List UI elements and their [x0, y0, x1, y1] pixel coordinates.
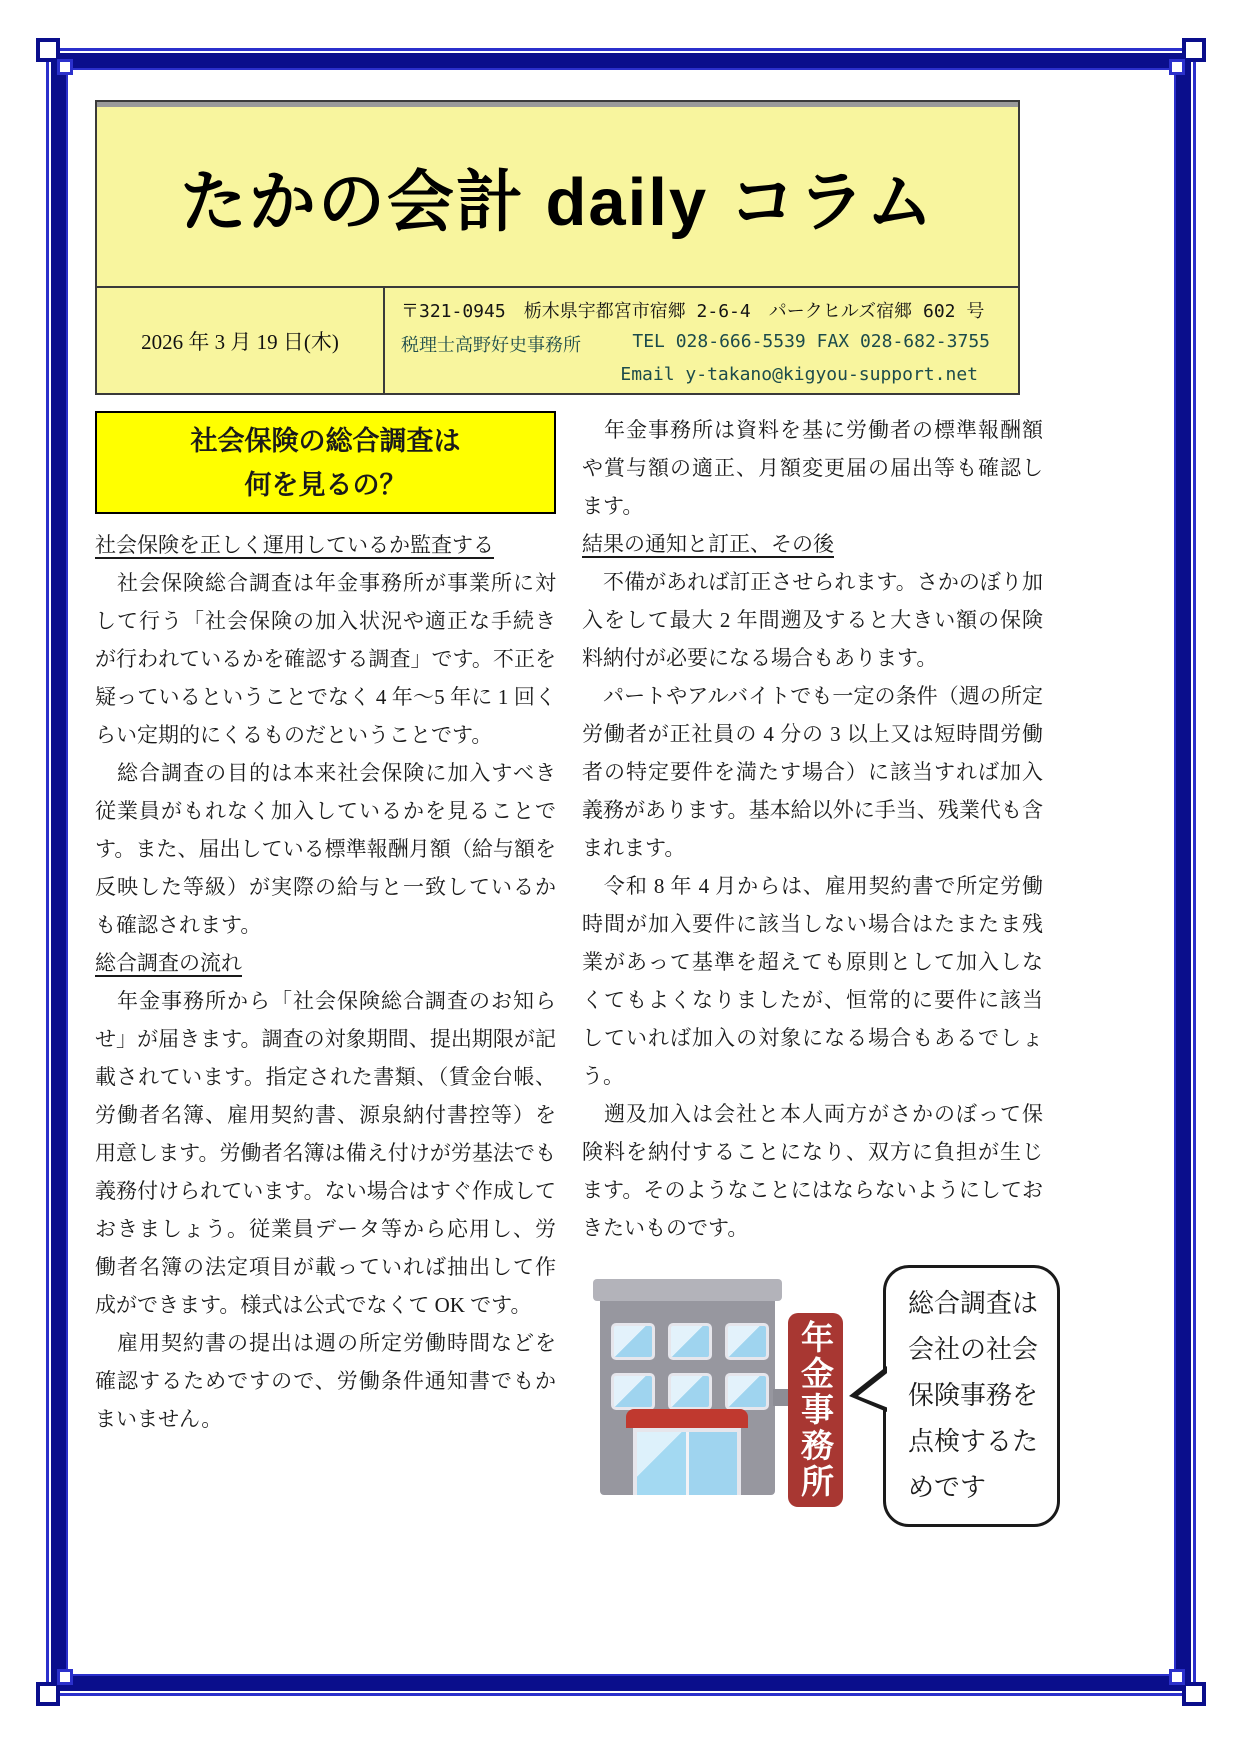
entrance-awning: [626, 1409, 748, 1428]
newsletter-header: [95, 100, 1020, 395]
pension-office-sign: [788, 1313, 843, 1507]
speech-bubble: [883, 1265, 1060, 1527]
border-corner-ornament: [36, 1682, 60, 1706]
paragraph: 社会保険総合調査は年金事務所が事業所に対して行う「社会保険の加入状況や適正な手続きが行われているかを確認する調査」です。不正を疑っているということでなく 4 年～5 年に 1 回くらい定期的にくるものだということです。: [95, 571, 556, 747]
border-corner-ornament: [57, 1669, 73, 1685]
paragraph: 令和 8 年 4 月からは、雇用契約書で所定労働時間が加入要件に該当しない場合はたまたま残業があって基準を超えても原則として加入しなくてもよくなりましたが、恒常的に要件に該当していれば加入の対象になる場合もあるでしょう。: [582, 874, 1043, 1088]
title-banner: [97, 102, 1018, 288]
building-entrance: [633, 1409, 741, 1495]
paragraph: 総合調査の目的は本来社会保険に加入すべき従業員がもれなく加入しているかを見ることです。また、届出している標準報酬月額（給与額を反映した等級）が実際の給与と一致しているかも確認されます。: [95, 761, 556, 937]
building-icon: [600, 1289, 775, 1495]
article-headline-box: [95, 411, 556, 514]
border-corner-ornament: [1169, 1669, 1185, 1685]
window-icon: [668, 1373, 712, 1410]
speech-bubble-text: 総合調査は会社の社会保険事務を点検するためです: [908, 1288, 1039, 1502]
newsletter-title: たかの会計 daily コラム: [179, 164, 936, 240]
sign-connector: [773, 1389, 789, 1406]
border-corner-ornament: [1182, 1682, 1206, 1706]
sign-label: 年金事務所: [797, 1320, 834, 1500]
paragraph: パートやアルバイトでも一定の条件（週の所定労働者が正社員の 4 分の 3 以上又は短時間労働者の特定要件を満たす場合）に該当すれば加入義務があります。基本給以外に手当、残業代も含まれます。: [582, 684, 1043, 860]
section-heading-flow: 総合調査の流れ: [95, 951, 242, 975]
border-corner-ornament: [57, 59, 73, 75]
issue-date: 2026 年 3 月 19 日(木): [97, 288, 385, 393]
section-heading-audit: 社会保険を正しく運用しているか監査する: [95, 533, 494, 557]
paragraph: 年金事務所は資料を基に労働者の標準報酬額や賞与額の適正、月額変更届の届出等も確認します。: [582, 418, 1043, 518]
left-column: [95, 411, 556, 1527]
pension-office-illustration: [600, 1273, 1043, 1527]
office-tel-fax: TEL 028-666-5539 FAX 028-682-3755: [632, 331, 990, 352]
paragraph: 年金事務所から「社会保険総合調査のお知らせ」が届きます。調査の対象期間、提出期限が記載されています。指定された書類、（賃金台帳、労働者名簿、雇用契約書、源泉納付書控等）を用意します。労働者名簿は備え付けが労基法でも義務付けられています。ない場合はすぐ作成しておきましょう。従業員データ等から応用し、労働者名簿の法定項目が載っていれば抽出して作成ができます。様式は公式でなくて OK です。: [95, 989, 556, 1317]
border-corner-ornament: [1182, 38, 1206, 62]
door-pane: [637, 1432, 686, 1495]
right-column: [582, 411, 1043, 1527]
headline-line1: 社会保険の総合調査は: [190, 425, 461, 456]
paragraph: 遡及加入は会社と本人両方がさかのぼって保険料を納付することになり、双方に負担が生じます。そのようなことにはならないようにしておきたいものです。: [582, 1102, 1043, 1240]
header-info-row: [97, 288, 1018, 393]
office-name: 税理士高野好史事務所: [401, 335, 581, 356]
paragraph: 雇用契約書の提出は週の所定労働時間などを確認するためですので、労働条件通知書でもかまいません。: [95, 1331, 556, 1431]
window-icon: [668, 1323, 712, 1360]
office-email: Email y-takano@kigyou-support.net: [620, 364, 978, 385]
section-heading-result: 結果の通知と訂正、その後: [582, 532, 834, 556]
paragraph: 不備があれば訂正させられます。さかのぼり加入をして最大 2 年間遡及すると大きい額の保険料納付が必要になる場合もあります。: [582, 570, 1043, 670]
page-content: [95, 100, 1043, 1527]
office-address: 〒321-0945 栃木県宇都宮市宿郷 2-6-4 パークヒルズ宿郷 602 号: [401, 301, 985, 322]
building-windows: [611, 1323, 769, 1410]
border-corner-ornament: [1169, 59, 1185, 75]
window-icon: [611, 1373, 655, 1410]
office-contact-block: [385, 288, 1018, 393]
building-roof: [593, 1279, 782, 1301]
window-icon: [611, 1323, 655, 1360]
headline-line2: 何を見るの？: [244, 469, 407, 500]
office-name-tel-line: [401, 331, 1004, 357]
door-pane: [686, 1432, 738, 1495]
window-icon: [725, 1323, 769, 1360]
window-icon: [725, 1373, 769, 1410]
article-columns: [95, 411, 1043, 1527]
entrance-doors: [633, 1428, 741, 1495]
